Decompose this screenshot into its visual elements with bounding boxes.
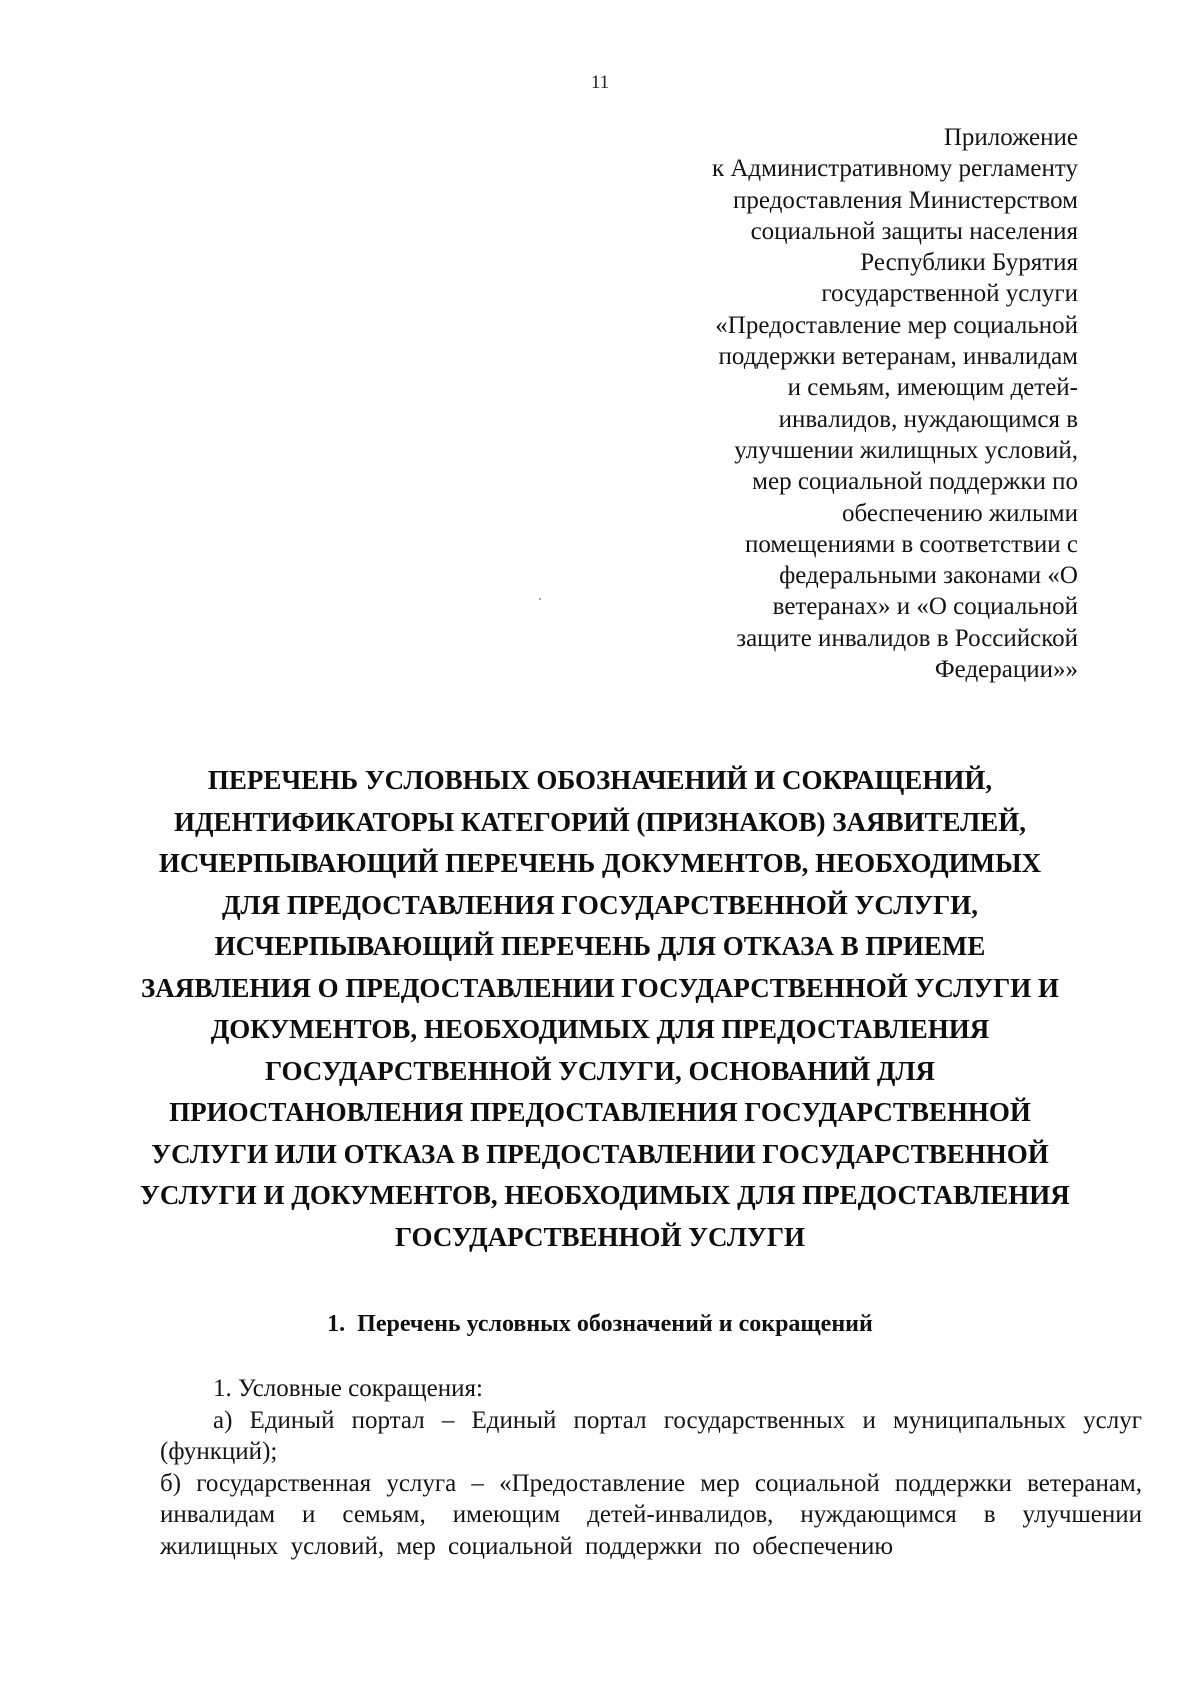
paragraph-item-b: б) государственная услуга – «Предоставление мер социальной поддержки ветеранам, инвалидам и семьям, имеющим детей-инвалидов, нуждающимся в улучшении жилищных условий, мер социальной поддержки по обеспечению [160, 1469, 1142, 1560]
appendix-line: улучшении жилищных условий, [734, 436, 1078, 464]
appendix-line: помещениями в соответствии с [744, 530, 1078, 558]
section-heading [0, 1311, 1200, 1338]
scan-artifact-dot [539, 598, 541, 600]
appendix-line: предоставления Министерством [733, 186, 1078, 214]
page-number: 11 [590, 72, 610, 93]
title-line: ИСЧЕРПЫВАЮЩИЙ ПЕРЕЧЕНЬ ДЛЯ ОТКАЗА В ПРИЕМЕ [214, 931, 986, 961]
title-line: ПРИОСТАНОВЛЕНИЯ ПРЕДОСТАВЛЕНИЯ ГОСУДАРСТВЕННОЙ [169, 1097, 1031, 1127]
title-line: УСЛУГИ ИЛИ ОТКАЗА В ПРЕДОСТАВЛЕНИИ ГОСУДАРСТВЕННОЙ [151, 1138, 1049, 1169]
body-text [160, 1373, 1142, 1562]
title-line: ИДЕНТИФИКАТОРЫ КАТЕГОРИЙ (ПРИЗНАКОВ) ЗАЯВИТЕЛЕЙ, [173, 806, 1027, 837]
document-title [140, 760, 1070, 1258]
appendix-line: Республики Бурятия [860, 249, 1078, 277]
section-number: 1. [327, 1311, 346, 1337]
appendix-line: поддержки ветеранам, инвалидам [718, 343, 1078, 371]
appendix-line: Федерации»» [934, 656, 1078, 684]
appendix-line: социальной защиты населения [750, 217, 1078, 245]
title-line: УСЛУГИ И ДОКУМЕНТОВ, НЕОБХОДИМЫХ ДЛЯ ПРЕДОСТАВЛЕНИЯ [140, 1180, 1070, 1210]
appendix-line: к Административному регламенту [711, 155, 1078, 183]
title-line: ЗАЯВЛЕНИЯ О ПРЕДОСТАВЛЕНИИ ГОСУДАРСТВЕННОЙ УСЛУГИ И [140, 972, 1060, 1003]
title-line: ДЛЯ ПРЕДОСТАВЛЕНИЯ ГОСУДАРСТВЕННОЙ УСЛУГИ, [221, 889, 979, 920]
title-line: ГОСУДАРСТВЕННОЙ УСЛУГИ, ОСНОВАНИЙ ДЛЯ [264, 1055, 936, 1086]
appendix-line: и семьям, имеющим детей- [787, 374, 1078, 402]
title-line: ДОКУМЕНТОВ, НЕОБХОДИМЫХ ДЛЯ ПРЕДОСТАВЛЕНИЯ [210, 1014, 990, 1044]
appendix-block [598, 122, 1078, 685]
appendix-line: защите инвалидов в Российской [736, 624, 1078, 652]
appendix-line: государственной услуги [821, 280, 1078, 308]
appendix-line: ветеранах» и «О социальной [772, 593, 1078, 621]
title-line: ГОСУДАРСТВЕННОЙ УСЛУГИ [395, 1221, 805, 1252]
appendix-line: федеральными законами «О [779, 562, 1078, 590]
appendix-line: «Предоставление мер социальной [715, 311, 1078, 339]
appendix-line: обеспечению жилыми [841, 499, 1078, 527]
appendix-line: Приложение [943, 124, 1078, 151]
paragraph-item-1: 1. Условные сокращения: [213, 1375, 483, 1402]
appendix-line: инвалидов, нуждающимся в [778, 405, 1078, 433]
title-line: ПЕРЕЧЕНЬ УСЛОВНЫХ ОБОЗНАЧЕНИЙ И СОКРАЩЕНИЙ, [207, 765, 993, 795]
title-line: ИСЧЕРПЫВАЮЩИЙ ПЕРЕЧЕНЬ ДОКУМЕНТОВ, НЕОБХОДИМЫХ [158, 848, 1042, 878]
appendix-line: мер социальной поддержки по [752, 468, 1078, 496]
section-heading-text: Перечень условных обозначений и сокращений [357, 1311, 873, 1337]
paragraph-item-a: а) Единый портал – Единый портал государственных и муниципальных услуг (функций); [160, 1406, 1142, 1465]
